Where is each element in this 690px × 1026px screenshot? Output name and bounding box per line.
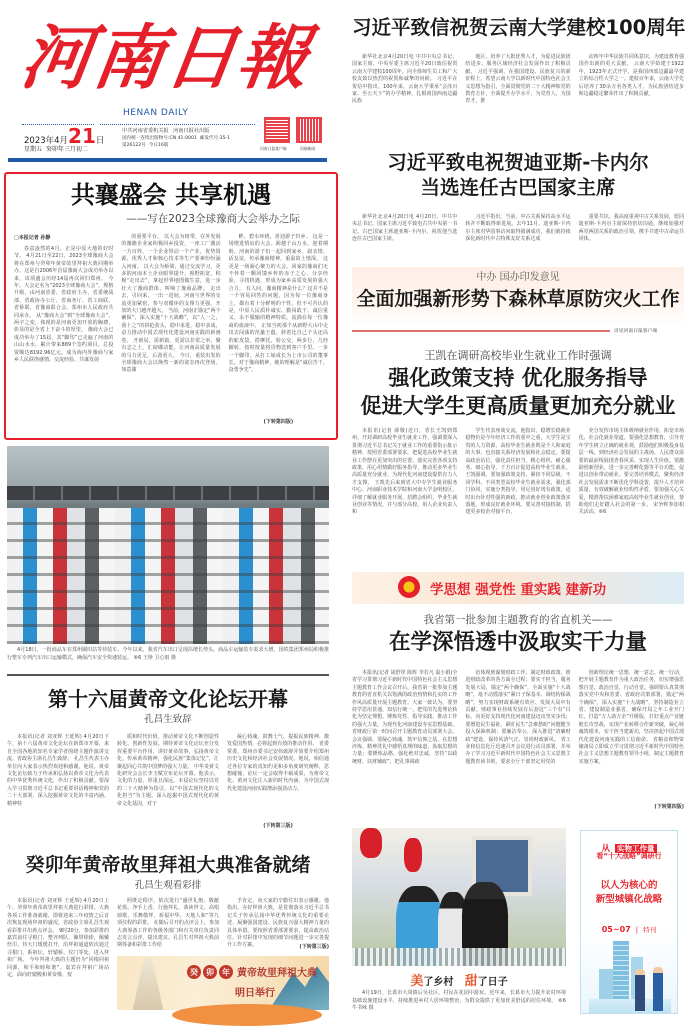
jump-line[interactable]: (下转第三版) [263,823,293,829]
byline: □本报记者 孙静 [14,235,51,241]
promo-divider: | [635,926,639,934]
column: 充分发挥市场主体吸纳就业作用，拓宽市场化、社会化就业渠道。要强化思想教育，引导青年学生树立正确的就业观，鼓励他们积极投身基层一线、到经济社会发展的主战场、人民群众需要的最前线展现青春风采、实现人生价值。要激励创新创业，进一步完善孵化器等平台功能，促进以创业带动就业。要完善培养模式，聚焦经济社会发展需求不断优化学科设置，提升人才培养质量，有效破解就业结构性矛盾。要加强关心关爱，精准帮扶困难家庭高校毕业生就业创业，帮助他们走好踏入社会的第一步。 宋争辉参加相关活动。⑥6 [578,428,684,516]
kicker: 我省第一批参加主题教育的省直机关—— [423,614,613,626]
page-count: 今日16版 [148,143,169,148]
banner-seal: 癸 [187,965,201,979]
promo-title-1: 以人为核心的 [600,880,658,891]
theme-banner [352,572,684,604]
promo-from: 从 [601,844,610,854]
column: 本报讯(记者 刘亚辉 王延辉) 4月20日下午，第十六届黄帝文化论坛在新郑市开幕，来自全国各地的知名专家学者围绕主题作演讲交流。省政协主席孔昌生致辞。 孔昌生代表主办单位向大家表示热烈欢迎和感谢。他说，黄帝文化论坛致力于传承和弘扬以黄帝文化为代表的中华优秀传统文化，作出了积极贡献。要深入学习贯彻习近平总书记重要讲话精神和党的二十大部署，深入挖掘黄帝文化的丰富内涵、精神特 [7,734,109,807]
date-day: 21 [68,124,96,148]
masthead-logo [16,10,316,110]
headline: 癸卯年黄帝故里拜祖大典准备就绪 [25,854,311,876]
weekday-line [24,144,88,153]
article-global-henan-merchants [4,172,338,440]
headline: 第十六届黄帝文化论坛开幕 [48,687,288,711]
column: 治体现到谋划财政工作、制定财政政策、推进财政改革的各方面全过程；要实干担当，服务发展大局，锚定“两个确保”，全面实施“十大战略”，毫不动摇落实“紧日子保基本、调结构保战略”，努力实现财政系统有效应、发展大局中有贡献、财政事业持续发展有后劲这“三个有”目标，向更好支持现代化河南建设迈出坚实步伐；要增进民生福祉，紧盯民生“急难愁盼”问题健全投入保障机制；要廉洁奉公，深入推进“清廉财政”建设，保持风清气正、崇尚财政新风。 省工业和信息化厅迅速召开会议进行动员部署，并举办了学习习近平新时代中国特色社会主义思想主题教育读书班，要求全厅干部坚定用党的 [465,670,571,765]
lunar-date: 癸卯年三月初二 [45,146,88,153]
dotted-rule [100,124,255,125]
promo-tag: 实物工作量 [617,844,655,853]
qr-label-app: 河南日报客户端 [260,146,287,151]
ceremony-banner[interactable] [117,956,329,1010]
banner-title: 黄帝故里拜祖大典 [237,968,317,979]
subtitle: 孔昌生致辞 [144,714,192,725]
lantern-shape [404,838,422,872]
photo-cars [7,446,329,644]
column: 学生代表座谈交流。他指出，稳增长稳就业稳物价是今年经济工作的重中之重，大学生是宝贵的人力资源，高校毕业生就业既是个人和家庭的大事，也直接关系经济发展和社会稳定。要提高政治站位，强化责任担当，精心组织、耐心服务、细心指导，千方百计促进高校毕业生就业。 王凯强调，要加强政策支持，紧扣不同层级、不同学科、不同类型高校毕业生就业需求，强化部门协同，实施分类指导，用足用好现有政策，适时出台针对性强的新政，推动就业创业政策落实落地，形成良好就业环境。要完善对接机制，搭建更多校企对接平台， [465,428,571,516]
headline: 在学深悟透中汲取实干力量 [388,630,647,655]
photo-village [352,828,566,966]
article-ancestor-ceremony [7,852,329,1016]
column: 春意盎然的4月，正是中原大地的好时节。 4月21日至22日，2023全球豫商大会将在郑州与癸卯年黄帝故里拜祖大典同期举办。这是自2006年首届豫商大会成功举办以来，该项盛会历经14届再次回归郑州。 今年，大会定名为“2023全球豫商大会”，规格升级，由河南省委、省政府主办，省委统战部、省政协办公厅、省商务厅、省工商联、省侨联、省豫商联合会、郑州市人民政府共同承办。 从“豫商大会”到“全球豫商大会”，两字之变，体现的是河南更加开放的胸襟，彰显的是全省上下奋斗的厚望。 豫商大会已成功举办了15届，其“脚印”已走遍了河南的山山水水，累计带来889个签约项目，总投资额达8192.96亿元，成为海内外豫商与家乡人民联络感情、交流经验、共谋发展 [14,246,114,364]
column: 的重要平台。 以大会为纽带，在外发展的豫籍企业家积极回乡投资，一座工厂激活一方百姓，一个企业带动一个产业，优势资源、优秀人才和核心技术等生产要素纷纷涌入河南。 以大会为桥梁，通过交流学习，更多的河南本土企业眼界提升，视野拓宽，积极“走出去”，拿起世界地图做生意，进一步壮大了豫商群体，叫响了豫商品牌。 走出去，引回来，一出一进间，河南与世界的交流更加紧密，参与双循环的支撑力更强，开放的大门越开越大。 当前，河南正锚定“两个确保”、深入实施“十大战略”，以“人一之，我十之”的拼抢劲头，稳中求进、稳中求成，奋力推动中国式现代化建设河南实践的新画卷。 开新局，需新篇，更需以非常之举，聚有志之士，汇磅礴动能，让河南高质量发展的马力更足，后劲更大。 今日，重装出发的全球豫商大会以焕然一新的姿态再次登场。如意湖 [121,234,221,374]
qr-code-news[interactable] [296,117,322,143]
title-accent: 美 [410,974,424,989]
promo-title-2: 新型城镇化战略 [595,894,663,905]
car-row-gaps [7,508,329,644]
banner-slogan: 学思想 强党性 重实践 建新功 [430,582,607,598]
column: 本报讯(记者 刘亚辉 王延辉) 4月20日上午，癸卯年黄帝故里拜祖大典进行彩排。大典各项工作准备就绪，即将迎来三年疫情之后首次恢复现场拜祖的盛况。省政协主席孔昌生观看彩排并出席点评会。 9时20分，参加彩排的嘉宾前往寻根门，整齐列队，佩带徐徐，佩戴丝巾。待大门缓缓打开，沿拜祖通道依次通过寻根门、系祖坛、轩辕桥、仪门等处，进入拜祖广场。 今年拜祖大典的主题仍为“同根同祖同源，和平和睦和谐”。嘉宾在拜祖广场站定，面向轩辕殿和黄帝像，按 [7,898,109,979]
promo-special: 特刊 [643,926,657,934]
post-code: 邮发代号:35-1 [199,136,231,141]
weekday: 星期五 [24,146,43,153]
column: 创新理论统一思想、统一意志、统一行动，把开展主题教育作为重大政治任务，切实增强思想自觉、政治自觉、行动自觉。强调要认真贯彻落实党中央和省委、省政府决策部署，锚定“两个确保”，深入实施“十大战略”，坚持制造业立省、建设制造业强省，确保开局之年工业开门红，打造“万人助万企”升级版，打好重点产业链链长攻坚战，实现产业转移合作新突破，凝心铸魂筑根本，实干担当建新功，坚决担起中国式现代化建设河南实践的工信使命。 省粮食和物资储备局立即成立学习贯彻习近平新时代中国特色社会主义思想主题教育领导小组，制定主题教育实施方案。 [578,670,684,765]
column: 照既定程序，依次进行“盛世礼炮、敬献花篮、净手上香、行施拜礼、恭读拜文、高唱颂歌、乐舞敬拜、祈福中华、天地人和”等九项仪程的彩排。 在随后召开的点评会上，参加大典筹备工作的各级各部门和有关单位负责同志发言点评，提出建议。孔昌生对拜祖大典前期筹备和彩排工作给 [117,898,219,949]
headline: 共襄盛会 共享机遇 [70,180,272,209]
railing-shape [352,948,566,966]
column: 新华社北京4月20日电 中共中央总书记、国家主席、中央军委主席习近平20日致信祝贺云南大学建校100周年，向全体师生员工和广大校友致以热烈的祝贺和诚挚的问候。 习近平在贺信中指出，100年来，云南大学秉承“会泽百家、至公天下”的办学精神，扎根祖国西南边疆民族 [352,54,458,105]
fire-rule [352,330,610,332]
org-1: 中共河南省委机关报 [122,128,169,134]
column: 本报讯(记者 胡舒彤 陈辉 李若凡 温小娟)全省学习贯彻习近平新时代中国特色社会主义思想主题教育工作会议召开后，我省第一批参加主题教育的省直机关以饱满的政治热情和扎实的工作作风高质量开展主题教育。大家一致认为，要坚持学思用贯通、知信行统一，把党的先进理论转化为坚定理想、锤炼党性、指导实践、推动工作的强大力量，为现代化河南建设夯实思想基础。 省财政厅第一时间召开主题教育动员部署大会。会议强调，要凝心铸魂，筑牢信仰之基，在思想淬炼、精神洗礼中感悟真理的味道，汲取思想的力量；要锤炼品格，强化绝对忠诚，坚持“以政统财、以财辅政”，把孔事调政 [352,670,458,765]
jump-line[interactable]: (下转第四版) [654,804,684,810]
headline-line-2: 促进大学生更高质量更加充分就业 [360,393,676,418]
masthead [0,0,345,160]
headline: 全面加强新形势下森林草原防灾火工作 [356,288,680,310]
figure-shape [131,958,165,1010]
promo-line-2: 看“十大战略”调研行 [596,852,662,860]
column: 习近平指出，当前，中古关系保持高水平运转并不断取得新进展。去年11月，迪亚斯-卡内尔主席对华国事访问取得圆满成功，我们就持续深化新时代中古特殊友好关系达成 [465,214,571,243]
photo-caption: 4月19日，长葛市大周镇后吴社区，村民在花园中游玩。近年来，长葛市大力提升农村环境基础设施建设水平，持续推进乡村人居环境整治，为群众提供了更加优美舒适的居住环境。 ⑥6 牛书咏 摄 [352,990,566,1012]
skyline-illustration [589,933,671,1013]
banner-seal: 卯 [203,965,217,979]
article-huangdi-forum [7,686,329,830]
column: 凝心铸魂、鼓舞士气、提振民族精神、激发爱国热情，必将起到有效的推动作用。 省委常委、郑州市委书记安伟致辞并简要介绍郑州历史文化和经济社会发展情况。他说，相信通过各位专家的真知灼见和多角度研究阐释，思想碰撞，论坛一定会取得丰硕成果，为黄帝文化、黄河文化注入新的时代内涵，为中国式现代化建设河南实践增添强劲动力。 [227,734,329,792]
businessman-figure [635,969,645,1011]
date-suffix: 日 [95,136,105,146]
qr-label-news: 顶端新闻 [300,146,316,151]
column: 质和时代价值，推动黄帝文化不断创造性转化、创新性发展。期待黄帝文化论坛充分发挥重要平台作用，讲好黄帝故事，弘扬黄帝文化，传承黄帝精神，强化民族“集体记忆”，汇聚起同心共筑中国梦的强大力量。 中华炎黄文化研究会会长李玉赋宣布论坛开幕。他表示，文化的力量，厚重且深远。本届论坛坚持以党的二十大精神为指引，以“中国式现代化的文化担当”为主题，深入挖掘中国式现代化的黄帝文化基因，对于 [117,734,219,807]
article-theme-education [352,612,684,810]
title-text: 了乡村 [423,977,454,988]
businessman-figure [653,967,663,1011]
column: 新华社北京4月20日电 4月20日，中共中央总书记、国家主席习近平致电古共中央第一书记、古巴国家主席迪亚斯-卡内尔，祝贺他当选连任古巴国家主席。 [352,214,458,243]
qr-code-app[interactable] [264,117,290,143]
photo-caption: 4月18日，一批商品车在郑州圃田站等待装车。今年以来，我省汽车出口呈现高增长势头，商品车运输装车需求大增，国铁集团郑州局积极推行整车专列汽车出口运输模式，确保汽车安全快速装运。 ⑥6 王铮 卫心雨 摄 [7,647,329,661]
kicker: 王凯在调研高校毕业生就业工作时强调 [424,349,612,362]
title-text: 了日子 [477,977,508,988]
org-2: 河南日报社出版 [173,128,210,134]
jump-line[interactable]: (下转第三版) [299,944,329,950]
masthead-english: HENAN DAILY [123,108,189,118]
masthead-rule [8,158,327,162]
column: 本报讯(记者 薛敬)近日，省长王凯到郑州、开封调研高校毕业生就业工作，强调要深入贯彻习近平总书记关于就业工作的重要指示批示精神，按照省委部署要求，把促进高校毕业生就业工作摆在更加突出的位置，落实完善各项支持政策，用心用情做好服务指导，推动更多毕业生高质量充分就业，为现代化河南建设提供有力人才支撑。 王凯先后来到省大中专学生就业服务中心、河南职业技术学院和河南大学金明校区，详细了解就业服务开展、招聘会组织、毕业生就业创业等情况，并与部分高校、用人企业负责人和 [352,428,458,516]
article-cuba [352,150,684,252]
column: 重要共识。我高度重视中古关系发展，愿同迪亚斯-卡内尔主席保持密切沟通，继续加强对两党两国关系的政治引领，携手共建中古命运共同体。 [578,214,684,243]
column: 畔，碧水环绕，喜迎游子归乡。 这是一场增进情谊的大会。跨越千山万水，迎着期盼，河南的游子们一起回到家乡，叙亲情、话友谊，传承豫商精神，重温故土情深。 这更是一场凝心聚力的大会。回家的豫商们无不怀着一颗回馈乡梓的赤子之心，分享经验，寻找机遇，形成为家乡高质发展的强大合力。 有人问，豫商精神是什么？这并不是一个容易回答的问题，因为每一位豫商身上，都有着十分鲜明的个性。但不可否认的是，中原人民质朴诚实、勤闯敢干、诚信重义、永不服输的精神特质，流淌在每一位豫商的血液中。 正如当初那个从新野大山中走出去闯荡的范蠡王蕴，辞着比自己个头还高的蛇皮袋，搭摩托、转公交，两步行，几经辗转，按时按量将货物送到客户手里。一步一个脚印，从打工妹成长为上市公司的董事长。对于豫商精神，她的理解是“诚信苦干，奋勇争先”。 [228,234,328,374]
promo-ten-strategies[interactable] [580,830,678,1014]
logo-text: 河南日報 [16,16,316,99]
article-graduate-jobs [352,348,684,546]
sun-shape [172,1004,322,1026]
banner-subtitle: 明日举行 [235,988,275,999]
column: 地区，培养了大批优秀人才，为促进民族团结进步、服务区域经济社会发展作出了积极贡献。 习近平强调，在强国建设、民族复兴的新征程上，希望云南大学以新时代中国特色社会主义思想为指引，全面贯彻党的二十大精神和党的教育方针，全面提升办学水平，为党育人、为国育才，推 [465,54,571,105]
kicker: 中办 国办印发意见 [476,272,560,283]
article-yunnan-university [352,14,684,120]
cn-number: 国内统一连续出版物号:CN 41-0001 [122,136,197,141]
article-fire-prevention [352,267,684,327]
photo-title [352,970,566,989]
subtitle: ——写在2023全球豫商大会举办之际 [126,213,300,225]
headline: 习近平致信祝贺云南大学建校100周年 [352,16,686,39]
headline-line-1: 习近平致电祝贺迪亚斯-卡内尔 [387,151,649,174]
banner-seal: 年 [219,965,233,979]
headline-line-1: 强化政策支持 优化服务指导 [388,365,648,390]
lantern-shape [360,828,382,858]
title-accent: 甜 [464,974,478,989]
see-app-link[interactable]: 详见河南日报客户端 [614,329,658,334]
column: 予肯定，向大家的辛勤付出表示感谢。他指出，办好拜祖大典，是贯彻落实习近平总书记关于传承弘扬中华优秀传统文化的重要论述、凝聚强国建设、民族复兴强大精神力量的具体举措。要按照省委部署要求，提高政治站位，针对彩排中发现的细节问题进一步完善提升工作方案。 [227,898,329,949]
party-emblem-icon [398,576,420,598]
date-prefix: 2023年4月 [24,136,69,146]
publisher-info [122,128,230,149]
headline-line-2: 当选连任古巴国家主席 [420,176,616,199]
issue-number: 第26122号 [122,143,146,148]
jump-line[interactable]: (下转第四版) [263,419,294,425]
subtitle: 孔昌生观看彩排 [134,880,202,891]
train-row [7,486,329,500]
section-rule [7,674,329,676]
promo-pages: 05~07 [601,925,631,934]
column: 动铸牢中华民族共同体意识，为建设教育强国作出新的更大贡献。 云南大学始建于1922年，1923年正式开学，是我国西部边疆最早建立的综合性大学之一。建校百年来，云南大学先后培养了30余万名各类人才，为民族团结进步和边疆稳定繁荣作出了积极贡献。 [578,54,684,98]
